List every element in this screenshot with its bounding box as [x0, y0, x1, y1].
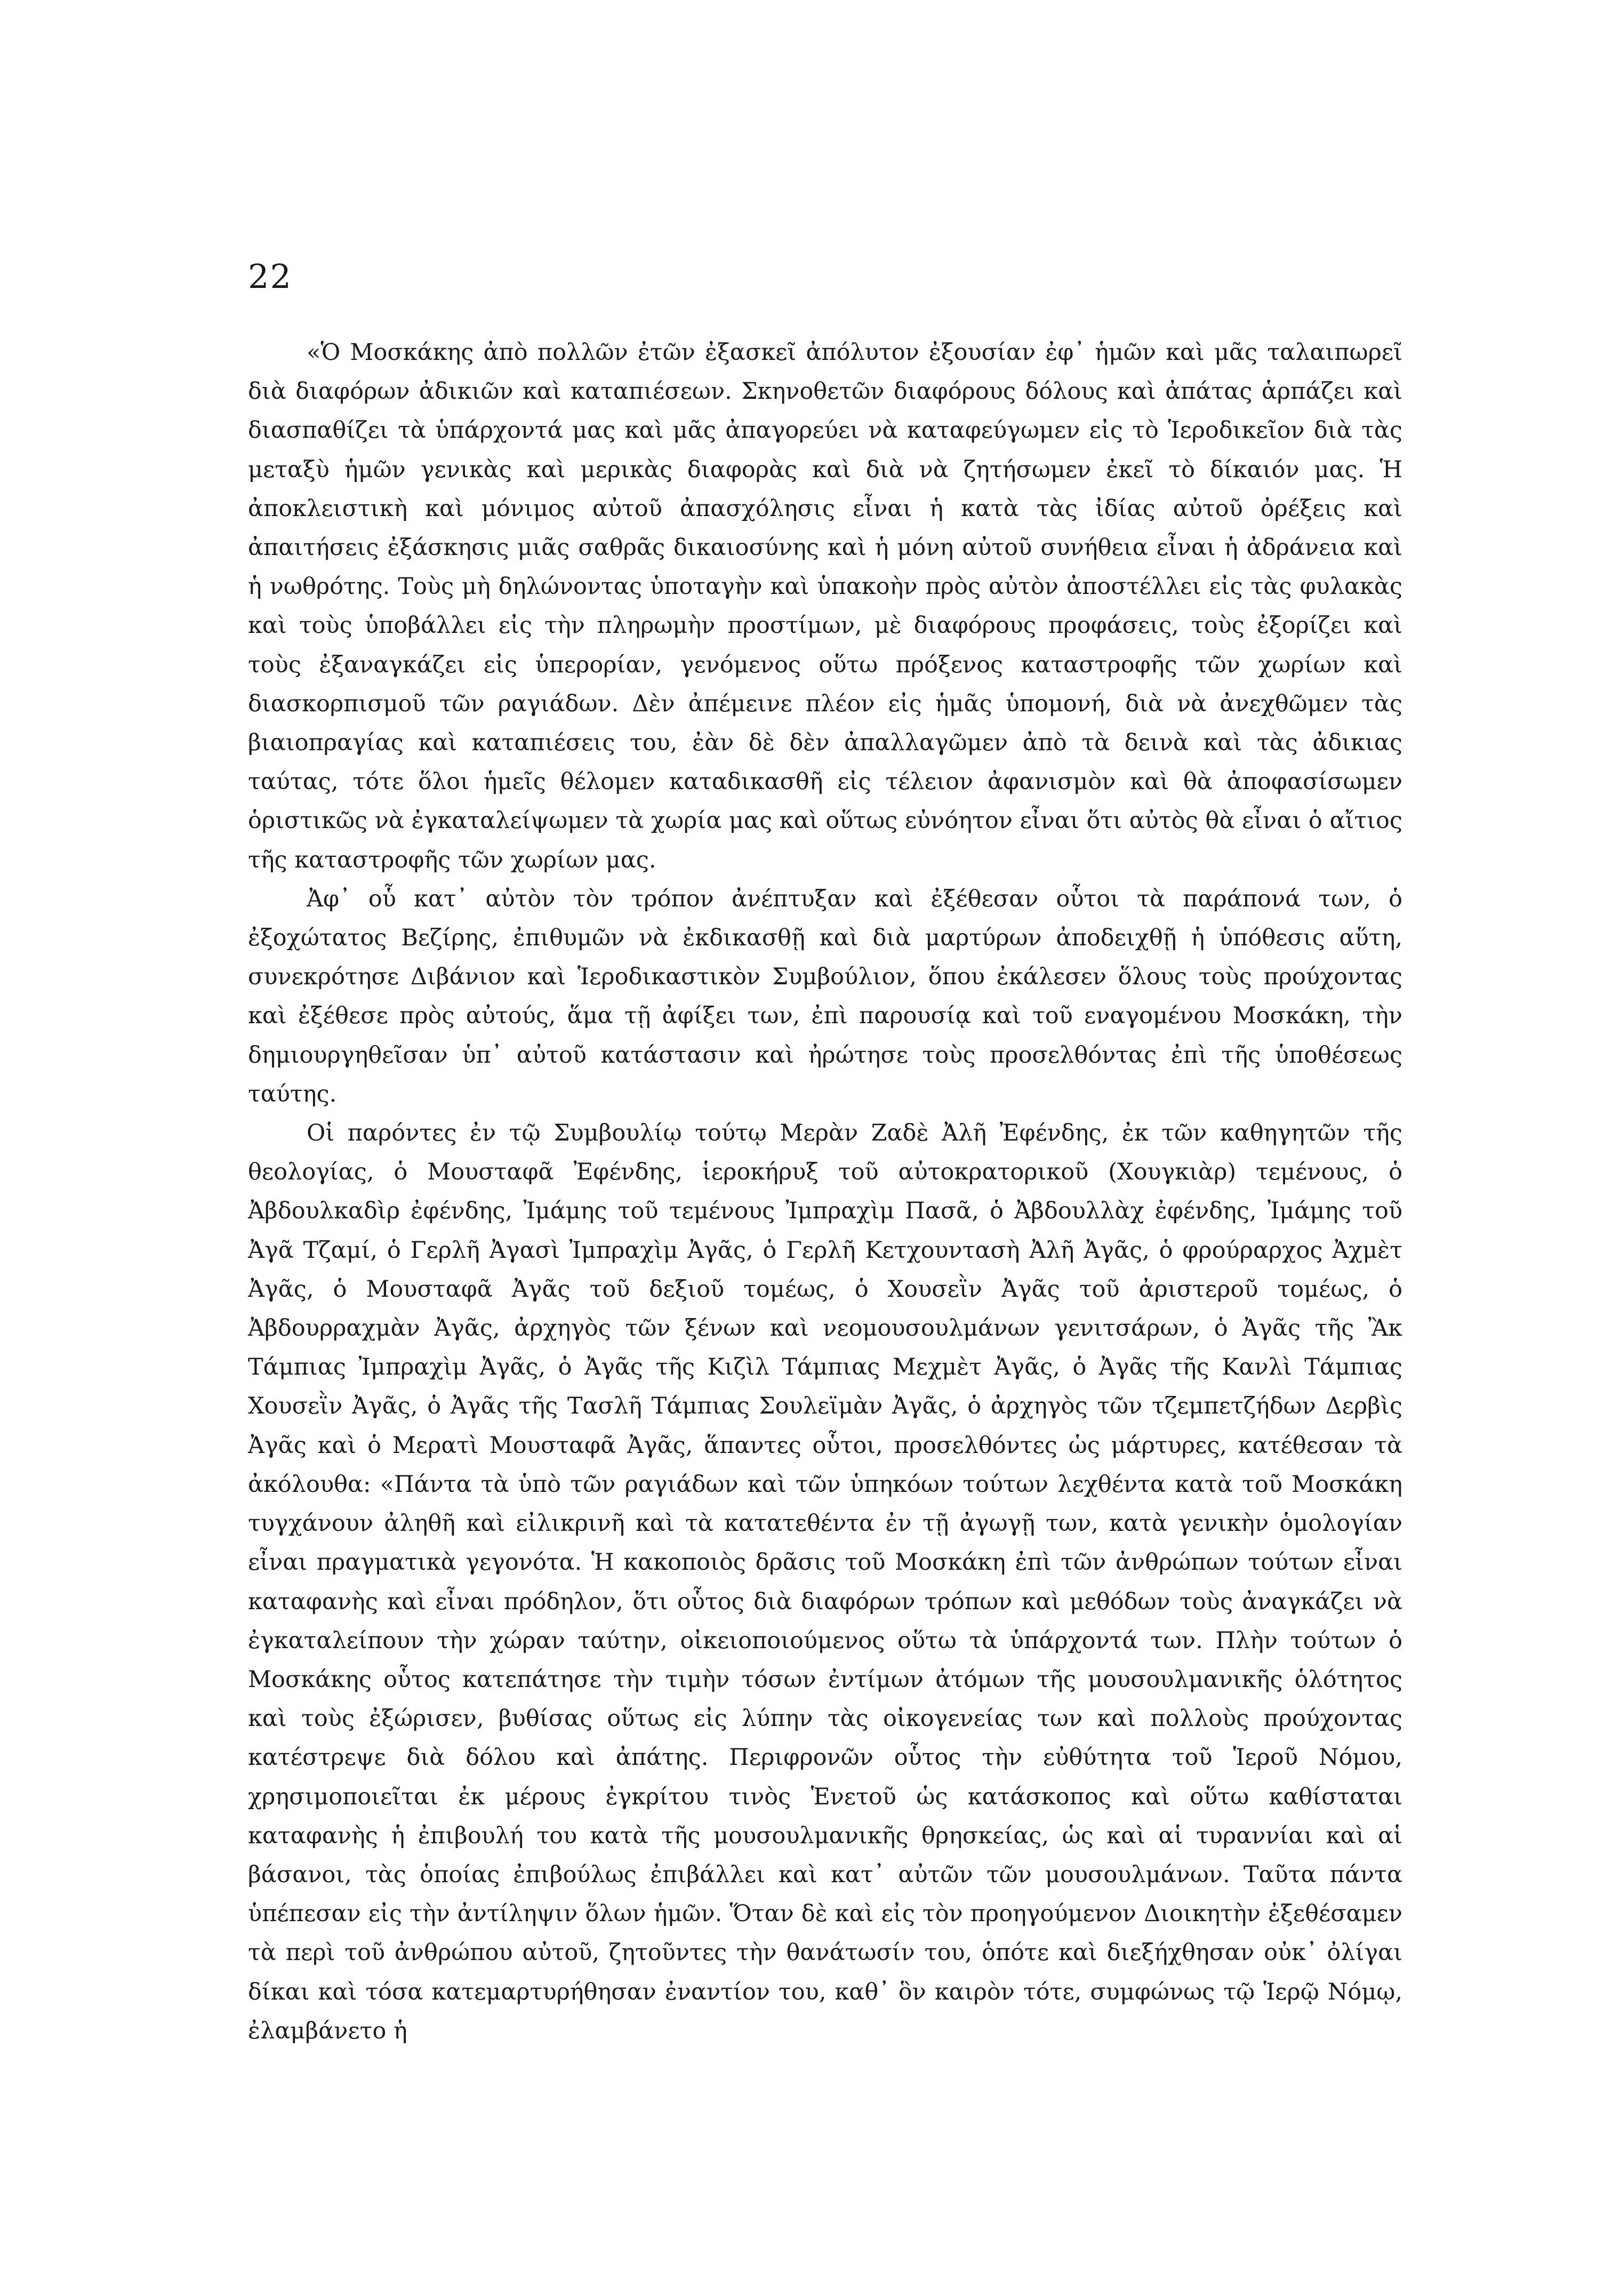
body-text [248, 333, 1402, 2051]
paragraph-witnesses: Οἱ παρόντες ἐν τῷ Συμβουλίῳ τούτῳ Μερὰν Ζαδὲ Ἀλῆ Ἐφένδης, ἐκ τῶν καθηγητῶν τῆς θεολογίας, ὁ Μουσταφᾶ Ἐφένδης, ἱεροκήρυξ τοῦ αὐτοκρατορικοῦ (Χουγκιὰρ) τεμένους, ὁ Ἀβδουλκαδὶρ ἐφένδης, Ἰμάμης τοῦ τεμένους Ἰμπραχὶμ Πασᾶ, ὁ Ἀβδουλλὰχ ἐφένδης, Ἰμάμης τοῦ Ἀγᾶ Τζαμί, ὁ Γερλῆ Ἀγασὶ Ἰμπραχὶμ Ἀγᾶς, ὁ Γερλῆ Κετχουντασὴ Ἀλῆ Ἀγᾶς, ὁ φρούραρχος Ἀχμὲτ Ἀγᾶς, ὁ Μουσταφᾶ Ἀγᾶς τοῦ δεξιοῦ τομέως, ὁ Χουσεῒν Ἀγᾶς τοῦ ἀριστεροῦ τομέως, ὁ Ἀβδουρραχμὰν Ἀγᾶς, ἀρχηγὸς τῶν ξένων καὶ νεομουσουλμάνων γενιτσάρων, ὁ Ἀγᾶς τῆς Ἂκ Τάμπιας Ἰμπραχὶμ Ἀγᾶς, ὁ Ἀγᾶς τῆς Κιζὶλ Τάμπιας Μεχμὲτ Ἀγᾶς, ὁ Ἀγᾶς τῆς Κανλὶ Τάμπιας Χουσεῒν Ἀγᾶς, ὁ Ἀγᾶς τῆς Τασλῆ Τάμπιας Σουλεϊμὰν Ἀγᾶς, ὁ ἀρχηγὸς τῶν τζεμπετζήδων Δερβὶς Ἀγᾶς καὶ ὁ Μερατὶ Μουσταφᾶ Ἀγᾶς, ἅπαντες οὗτοι, προσελθόντες ὡς μάρτυρες, κατέθεσαν τὰ ἀκόλουθα: «Πάντα τὰ ὑπὸ τῶν ραγιάδων καὶ τῶν ὑπηκόων τούτων λεχθέντα κατὰ τοῦ Μοσκάκη τυγχάνουν ἀληθῆ καὶ εἰλικρινῆ καὶ τὰ κατατεθέντα ἐν τῇ ἀγωγῇ των, κατὰ γενικὴν ὁμολογίαν εἶναι πραγματικὰ γεγονότα. Ἡ κακοποιὸς δρᾶσις τοῦ Μοσκάκη ἐπὶ τῶν ἀνθρώπων τούτων εἶναι καταφανὴς καὶ εἶναι πρόδηλον, ὅτι οὗτος διὰ διαφόρων τρόπων καὶ μεθόδων τοὺς ἀναγκάζει νὰ ἐγκαταλείπουν τὴν χώραν ταύτην, οἰκειοποιούμενος οὕτω τὰ ὑπάρχοντά των. Πλὴν τούτων ὁ Μοσκάκης οὗτος κατεπάτησε τὴν τιμὴν τόσων ἐντίμων ἀτόμων τῆς μουσουλμανικῆς ὁλότητος καὶ τοὺς ἐξώρισεν, βυθίσας οὕτως εἰς λύπην τὰς οἰκογενείας των καὶ πολλοὺς προύχοντας κατέστρεψε διὰ δόλου καὶ ἀπάτης. Περιφρονῶν οὗτος τὴν εὐθύτητα τοῦ Ἱεροῦ Νόμου, χρησιμοποιεῖται ἐκ μέρους ἐγκρίτου τινὸς Ἑνετοῦ ὡς κατάσκοπος καὶ οὕτω καθίσταται καταφανὴς ἡ ἐπιβουλή του κατὰ τῆς μουσουλμανικῆς θρησκείας, ὡς καὶ αἱ τυραννίαι καὶ αἱ βάσανοι, τὰς ὁποίας ἐπιβούλως ἐπιβάλλει καὶ κατ᾽ αὐτῶν τῶν μουσουλμάνων. Ταῦτα πάντα ὑπέπεσαν εἰς τὴν ἀντίληψιν ὅλων ἡμῶν. Ὅταν δὲ καὶ εἰς τὸν προηγούμενον Διοικητὴν ἐξεθέσαμεν τὰ περὶ τοῦ ἀνθρώπου αὐτοῦ, ζητοῦντες τὴν θανάτωσίν του, ὁπότε καὶ διεξήχθησαν οὐκ᾽ ὀλίγαι δίκαι καὶ τόσα κατεμαρτυρήθησαν ἐναντίον του, καθ᾽ ὃν καιρὸν τότε, συμφώνως τῷ Ἱερῷ Νόμῳ, ἐλαμβάνετο ἡ [248, 1120, 1402, 2044]
page-number: 22 [248, 257, 292, 296]
paragraph-complaint: «Ὁ Μοσκάκης ἀπὸ πολλῶν ἐτῶν ἐξασκεῖ ἀπόλυτον ἐξουσίαν ἐφ᾽ ἡμῶν καὶ μᾶς ταλαιπωρεῖ διὰ διαφόρων ἀδικιῶν καὶ καταπιέσεων. Σκηνοθετῶν διαφόρους δόλους καὶ ἀπάτας ἁρπάζει καὶ διασπαθίζει τὰ ὑπάρχοντά μας καὶ μᾶς ἀπαγορεύει νὰ καταφεύγωμεν εἰς τὸ Ἱεροδικεῖον διὰ τὰς μεταξὺ ἡμῶν γενικὰς καὶ μερικὰς διαφορὰς καὶ διὰ νὰ ζητήσωμεν ἐκεῖ τὸ δίκαιόν μας. Ἡ ἀποκλειστικὴ καὶ μόνιμος αὐτοῦ ἀπασχόλησις εἶναι ἡ κατὰ τὰς ἰδίας αὐτοῦ ὀρέξεις καὶ ἀπαιτήσεις ἐξάσκησις μιᾶς σαθρᾶς δικαιοσύνης καὶ ἡ μόνη αὐτοῦ συνήθεια εἶναι ἡ ἀδράνεια καὶ ἡ νωθρότης. Τοὺς μὴ δηλώνοντας ὑποταγὴν καὶ ὑπακοὴν πρὸς αὐτὸν ἀποστέλλει εἰς τὰς φυλακὰς καὶ τοὺς ὑποβάλλει εἰς τὴν πληρωμὴν προστίμων, μὲ διαφόρους προφάσεις, τοὺς ἐξορίζει καὶ τοὺς ἐξαναγκάζει εἰς ὑπερορίαν, γενόμενος οὕτω πρόξενος καταστροφῆς τῶν χωρίων καὶ διασκορπισμοῦ τῶν ραγιάδων. Δὲν ἀπέμεινε πλέον εἰς ἡμᾶς ὑπομονή, διὰ νὰ ἀνεχθῶμεν τὰς βιαιοπραγίας καὶ καταπιέσεις του, ἐὰν δὲ δὲν ἀπαλλαγῶμεν ἀπὸ τὰ δεινὰ καὶ τὰς ἀδικιας ταύτας, τότε ὅλοι ἡμεῖς θέλομεν καταδικασθῆ εἰς τέλειον ἀφανισμὸν καὶ θὰ ἀποφασίσωμεν ὁριστικῶς νὰ ἐγκαταλείψωμεν τὰ χωρία μας καὶ οὕτως εὐνόητον εἶναι ὅτι αὐτὸς θὰ εἶναι ὁ αἴτιος τῆς καταστροφῆς τῶν χωρίων μας. [248, 339, 1402, 873]
paragraph-council: Ἀφ᾽ οὗ κατ᾽ αὐτὸν τὸν τρόπον ἀνέπτυξαν καὶ ἐξέθεσαν οὗτοι τὰ παράπονά των, ὁ ἐξοχώτατος Βεζίρης, ἐπιθυμῶν νὰ ἐκδικασθῇ καὶ διὰ μαρτύρων ἀποδειχθῇ ἡ ὑπόθεσις αὕτη, συνεκρότησε Διβάνιον καὶ Ἱεροδικαστικὸν Συμβούλιον, ὅπου ἐκάλεσεν ὅλους τοὺς προύχοντας καὶ ἐξέθεσε πρὸς αὐτούς, ἅμα τῇ ἀφίξει των, ἐπὶ παρουσίᾳ καὶ τοῦ εναγομένου Μοσκάκη, τὴν δημιουργηθεῖσαν ὑπ᾽ αὐτοῦ κατάστασιν καὶ ἠρώτησε τοὺς προσελθόντας ἐπὶ τῆς ὑποθέσεως ταύτης. [248, 885, 1402, 1107]
